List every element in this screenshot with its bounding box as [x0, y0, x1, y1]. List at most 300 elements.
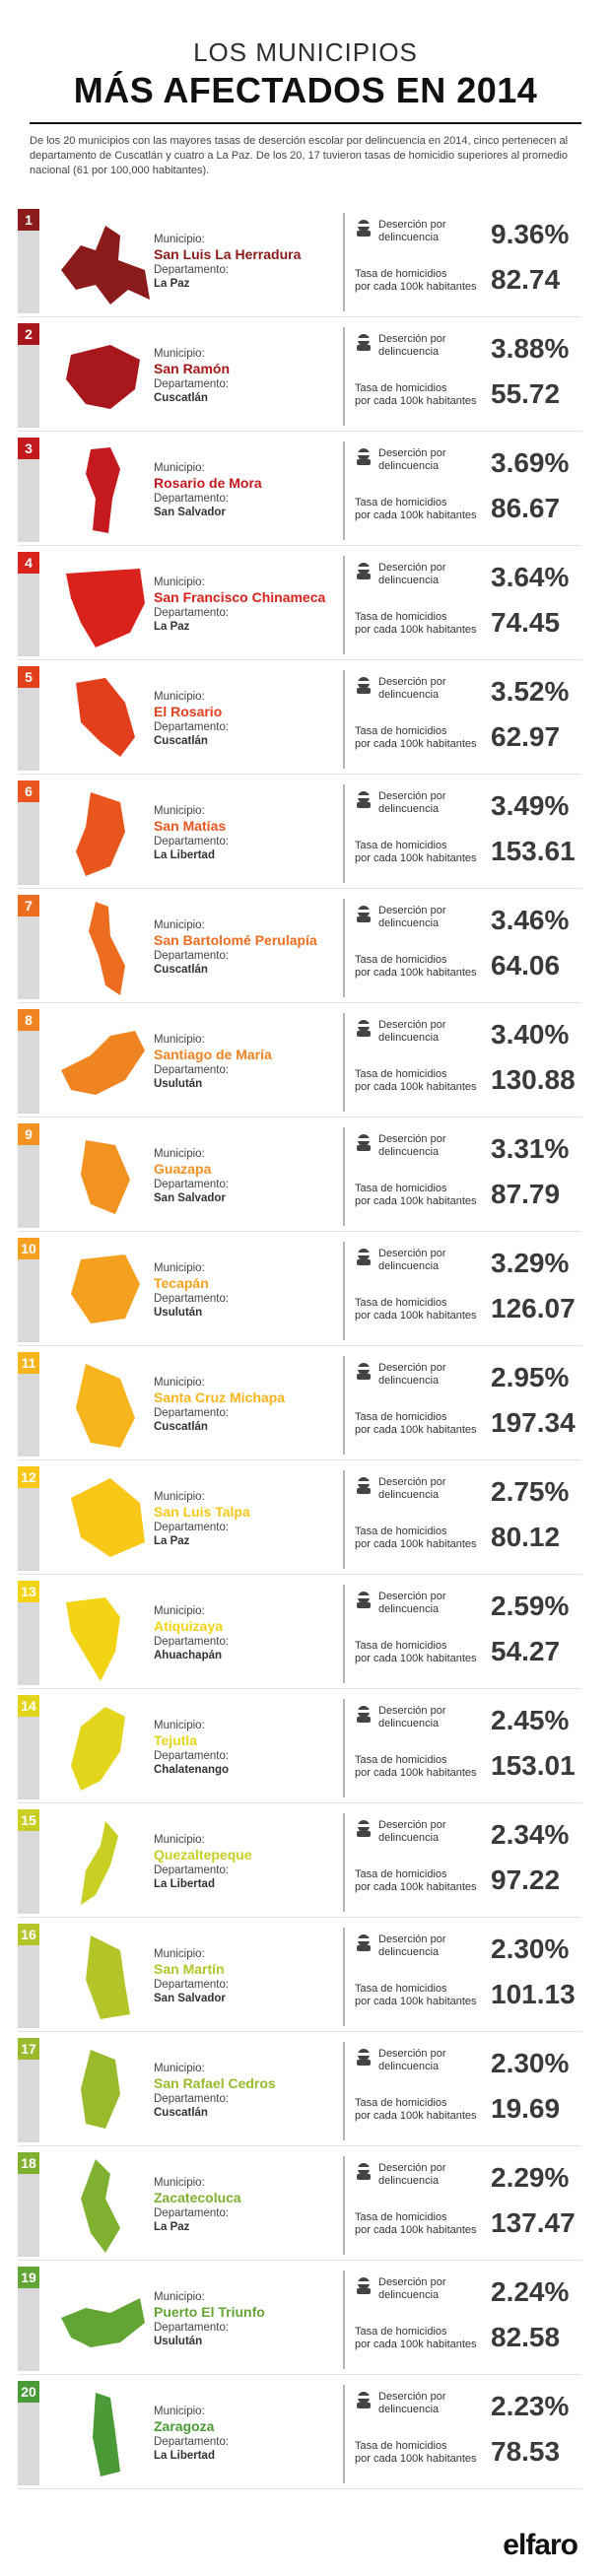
- intro-text: De los 20 municipios con las mayores tasas de deserción escolar por delincuencia en 2014, cinco pertenecen al departamento de Cuscatlán y cuatro a La Paz. De los 20, 17 tuvieron tasas de homicidio superiores al promedio nacional (61 por 100,000 habitantes).: [30, 135, 569, 176]
- rank-badge: 15: [18, 1809, 39, 1831]
- homicidio-label-line1: Tasa de homicidios: [355, 268, 447, 280]
- homicidio-label-line1: Tasa de homicidios: [355, 1983, 447, 1995]
- homicidio-label: [355, 268, 477, 294]
- homicidio-label-line1: Tasa de homicidios: [355, 1411, 447, 1423]
- thief-icon: [355, 1248, 373, 1265]
- departamento-name: Usulután: [154, 1307, 203, 1319]
- homicidio-label-line2: por cada 100k habitantes: [355, 1538, 477, 1550]
- homicidio-value: 78.53: [491, 2436, 561, 2467]
- municipality-map-icon: [51, 1926, 160, 2024]
- desercion-label: [378, 2276, 445, 2302]
- homicidio-label-line1: Tasa de homicidios: [355, 611, 447, 623]
- municipio-label: Municipio:: [154, 348, 205, 360]
- municipio-label: Municipio:: [154, 1262, 205, 1274]
- row-separator: [18, 316, 581, 317]
- municipality-row: [18, 1462, 581, 1575]
- column-divider: [343, 1242, 345, 1340]
- homicidio-value: 130.88: [491, 1064, 576, 1095]
- column-divider: [343, 1585, 345, 1683]
- desercion-value: 2.24%: [491, 2276, 570, 2307]
- column-divider: [343, 1699, 345, 1797]
- municipality-row: [18, 1577, 581, 1689]
- column-divider: [343, 2156, 345, 2255]
- homicidio-label: [355, 1754, 477, 1780]
- departamento-label: Departamento:: [154, 836, 230, 847]
- desercion-label: [378, 1362, 445, 1388]
- municipio-name: San Francisco Chinameca: [154, 589, 326, 605]
- homicidio-value: 87.79: [491, 1179, 561, 1209]
- desercion-label-line1: Deserción por: [378, 219, 446, 231]
- desercion-label-line2: delincuencia: [378, 1603, 440, 1615]
- desercion-value: 2.30%: [491, 2048, 570, 2078]
- departamento-name: La Libertad: [154, 1878, 215, 1890]
- municipio-name: Santa Cruz Michapa: [154, 1390, 286, 1405]
- municipio-label: Municipio:: [154, 1605, 205, 1617]
- municipality-map-icon: [51, 1125, 160, 1224]
- departamento-label: Departamento:: [154, 493, 230, 505]
- desercion-value: 3.88%: [491, 333, 570, 364]
- departamento-label: Departamento:: [154, 1064, 230, 1076]
- municipality-row: [18, 1005, 581, 1118]
- departamento-label: Departamento:: [154, 1293, 230, 1305]
- column-divider: [343, 784, 345, 883]
- homicidio-label-line1: Tasa de homicidios: [355, 1754, 447, 1766]
- desercion-value: 9.36%: [491, 219, 570, 249]
- homicidio-label: [355, 1525, 477, 1551]
- departamento-label: Departamento:: [154, 1864, 230, 1876]
- municipality-map-icon: [51, 325, 160, 424]
- rank-badge: 13: [18, 1581, 39, 1602]
- column-divider: [343, 1356, 345, 1455]
- municipio-name: San Martín: [154, 1961, 225, 1977]
- municipio-label: Municipio:: [154, 234, 205, 245]
- homicidio-label: [355, 1640, 477, 1665]
- homicidio-label: [355, 1983, 477, 2008]
- municipality-info: [154, 1033, 341, 1091]
- thief-icon: [355, 1019, 373, 1037]
- municipality-map-icon: [51, 1468, 160, 1567]
- homicidio-value: 74.45: [491, 607, 561, 638]
- homicidio-label-line2: por cada 100k habitantes: [355, 509, 477, 521]
- homicidio-label-line2: por cada 100k habitantes: [355, 2339, 477, 2350]
- municipality-map-icon: [51, 211, 160, 309]
- rank-badge: 1: [18, 209, 39, 231]
- desercion-label: [378, 905, 445, 930]
- column-divider: [343, 1813, 345, 1912]
- departamento-label: Departamento:: [154, 1750, 230, 1762]
- desercion-label: [378, 1933, 445, 1959]
- municipality-info: [154, 1261, 341, 1320]
- departamento-label: Departamento:: [154, 1636, 230, 1648]
- homicidio-value: 153.61: [491, 836, 576, 866]
- homicidio-label: [355, 1068, 477, 1094]
- row-separator: [18, 2374, 581, 2375]
- municipality-row: [18, 2263, 581, 2375]
- homicidio-label: [355, 382, 477, 408]
- desercion-label-line2: delincuencia: [378, 1946, 440, 1958]
- departamento-label: Departamento:: [154, 607, 230, 619]
- desercion-label: [378, 790, 445, 816]
- municipio-label: Municipio:: [154, 919, 205, 931]
- municipio-name: San Luis La Herradura: [154, 246, 302, 262]
- homicidio-value: 97.22: [491, 1864, 561, 1895]
- municipality-row: [18, 1920, 581, 2032]
- departamento-name: La Paz: [154, 1535, 190, 1547]
- municipio-name: San Luis Talpa: [154, 1504, 250, 1520]
- homicidio-value: 82.58: [491, 2322, 561, 2352]
- desercion-label: [378, 2391, 445, 2416]
- rank-badge: 3: [18, 438, 39, 459]
- column-divider: [343, 327, 345, 426]
- municipio-label: Municipio:: [154, 2291, 205, 2303]
- homicidio-label-line1: Tasa de homicidios: [355, 382, 447, 394]
- homicidio-label-line2: por cada 100k habitantes: [355, 967, 477, 979]
- municipio-label: Municipio:: [154, 2406, 205, 2417]
- municipality-map-icon: [51, 1697, 160, 1796]
- municipio-name: Guazapa: [154, 1161, 212, 1177]
- homicidio-value: 64.06: [491, 950, 561, 981]
- homicidio-value: 137.47: [491, 2207, 576, 2238]
- row-separator: [18, 1345, 581, 1346]
- rank-badge: 10: [18, 1238, 39, 1259]
- desercion-value: 3.52%: [491, 676, 570, 707]
- homicidio-label-line2: por cada 100k habitantes: [355, 1424, 477, 1436]
- rank-badge: 18: [18, 2152, 39, 2174]
- homicidio-label-line1: Tasa de homicidios: [355, 954, 447, 966]
- municipality-info: [154, 576, 341, 634]
- desercion-label-line1: Deserción por: [378, 1819, 446, 1831]
- row-separator: [18, 1002, 581, 1003]
- rank-badge: 20: [18, 2381, 39, 2403]
- rank-badge: 6: [18, 780, 39, 802]
- municipality-map-icon: [51, 782, 160, 881]
- municipality-map-icon: [51, 2383, 160, 2481]
- rank-badge: 7: [18, 895, 39, 916]
- departamento-name: La Libertad: [154, 849, 215, 861]
- homicidio-label-line2: por cada 100k habitantes: [355, 1653, 477, 1664]
- column-divider: [343, 1127, 345, 1226]
- homicidio-label-line2: por cada 100k habitantes: [355, 395, 477, 407]
- departamento-name: San Salvador: [154, 507, 226, 518]
- homicidio-label: [355, 1411, 477, 1437]
- municipio-name: Quezaltepeque: [154, 1847, 252, 1863]
- municipality-map-icon: [51, 668, 160, 767]
- homicidio-label-line1: Tasa de homicidios: [355, 2440, 447, 2452]
- desercion-label: [378, 219, 445, 244]
- homicidio-value: 101.13: [491, 1979, 576, 2009]
- desercion-label: [378, 1705, 445, 1730]
- title-divider: [30, 122, 581, 124]
- row-separator: [18, 431, 581, 432]
- desercion-label: [378, 1819, 445, 1845]
- row-separator: [18, 2260, 581, 2261]
- row-separator: [18, 545, 581, 546]
- homicidio-label-line1: Tasa de homicidios: [355, 1068, 447, 1080]
- thief-icon: [355, 1362, 373, 1380]
- homicidio-value: 153.01: [491, 1750, 576, 1781]
- row-separator: [18, 774, 581, 775]
- desercion-value: 2.75%: [491, 1476, 570, 1507]
- desercion-label-line1: Deserción por: [378, 905, 446, 916]
- municipio-label: Municipio:: [154, 1491, 205, 1503]
- municipality-row: [18, 205, 581, 317]
- municipality-row: [18, 2377, 581, 2489]
- municipality-info: [154, 2290, 341, 2348]
- homicidio-label-line2: por cada 100k habitantes: [355, 2453, 477, 2465]
- desercion-label-line1: Deserción por: [378, 562, 446, 574]
- municipality-info: [154, 1490, 341, 1548]
- column-divider: [343, 2271, 345, 2369]
- municipality-info: [154, 1833, 341, 1891]
- municipality-info: [154, 1376, 341, 1434]
- title-line-2: MÁS AFECTADOS EN 2014: [73, 70, 538, 110]
- desercion-label-line1: Deserción por: [378, 333, 446, 345]
- desercion-value: 3.31%: [491, 1133, 570, 1164]
- rank-badge: 8: [18, 1009, 39, 1031]
- rank-badge: 16: [18, 1924, 39, 1945]
- row-separator: [18, 888, 581, 889]
- municipio-name: San Matías: [154, 818, 227, 834]
- homicidio-value: 62.97: [491, 721, 561, 752]
- municipality-info: [154, 690, 341, 748]
- desercion-label-line2: delincuencia: [378, 2404, 440, 2415]
- desercion-label: [378, 562, 445, 587]
- row-separator: [18, 1574, 581, 1575]
- thief-icon: [355, 1933, 373, 1951]
- municipality-row: [18, 2034, 581, 2146]
- municipio-name: Zacatecoluca: [154, 2190, 241, 2205]
- homicidio-label-line1: Tasa de homicidios: [355, 840, 447, 851]
- homicidio-value: 54.27: [491, 1636, 561, 1666]
- desercion-label-line1: Deserción por: [378, 676, 446, 688]
- desercion-label-line1: Deserción por: [378, 1476, 446, 1488]
- column-divider: [343, 899, 345, 997]
- municipality-row: [18, 548, 581, 660]
- departamento-label: Departamento:: [154, 1407, 230, 1419]
- municipio-name: San Rafael Cedros: [154, 2075, 276, 2091]
- homicidio-value: 55.72: [491, 378, 561, 409]
- desercion-label: [378, 333, 445, 359]
- homicidio-label-line2: por cada 100k habitantes: [355, 2224, 477, 2236]
- desercion-label: [378, 1591, 445, 1616]
- desercion-label: [378, 1019, 445, 1045]
- desercion-label: [378, 1476, 445, 1502]
- thief-icon: [355, 2162, 373, 2180]
- homicidio-label-line2: por cada 100k habitantes: [355, 1195, 477, 1207]
- homicidio-label-line1: Tasa de homicidios: [355, 1868, 447, 1880]
- municipality-info: [154, 461, 341, 519]
- municipality-info: [154, 1604, 341, 1662]
- homicidio-label: [355, 2326, 477, 2351]
- desercion-value: 2.95%: [491, 1362, 570, 1392]
- desercion-label-line1: Deserción por: [378, 2162, 446, 2174]
- municipio-label: Municipio:: [154, 1148, 205, 1160]
- row-separator: [18, 1917, 581, 1918]
- municipio-name: San Ramón: [154, 361, 231, 376]
- desercion-label: [378, 2162, 445, 2188]
- homicidio-label: [355, 497, 477, 522]
- municipio-label: Municipio:: [154, 462, 205, 474]
- municipality-row: [18, 434, 581, 546]
- desercion-label-line2: delincuencia: [378, 689, 440, 701]
- homicidio-label: [355, 611, 477, 637]
- municipality-map-icon: [51, 2269, 160, 2367]
- municipality-info: [154, 1147, 341, 1205]
- municipio-label: Municipio:: [154, 1377, 205, 1389]
- municipality-map-icon: [51, 2154, 160, 2253]
- desercion-value: 2.23%: [491, 2391, 570, 2421]
- departamento-label: Departamento:: [154, 721, 230, 733]
- municipio-name: Puerto El Triunfo: [154, 2304, 265, 2320]
- column-divider: [343, 1470, 345, 1569]
- thief-icon: [355, 676, 373, 694]
- rank-badge: 12: [18, 1466, 39, 1488]
- desercion-label-line2: delincuencia: [378, 803, 440, 815]
- row-separator: [18, 2145, 581, 2146]
- municipality-info: [154, 2062, 341, 2120]
- departamento-label: Departamento:: [154, 1522, 230, 1533]
- homicidio-label-line2: por cada 100k habitantes: [355, 624, 477, 636]
- homicidio-label-line1: Tasa de homicidios: [355, 2097, 447, 2109]
- homicidio-label: [355, 954, 477, 980]
- municipality-map-icon: [51, 1240, 160, 1338]
- column-divider: [343, 670, 345, 769]
- thief-icon: [355, 2048, 373, 2066]
- homicidio-label-line2: por cada 100k habitantes: [355, 1310, 477, 1322]
- desercion-label-line1: Deserción por: [378, 447, 446, 459]
- thief-icon: [355, 562, 373, 579]
- municipality-row: [18, 662, 581, 775]
- desercion-label-line1: Deserción por: [378, 2276, 446, 2288]
- elfaro-logo[interactable]: elfaro: [503, 2529, 577, 2561]
- municipality-row: [18, 1234, 581, 1346]
- homicidio-label-line1: Tasa de homicidios: [355, 725, 447, 737]
- departamento-name: La Paz: [154, 2221, 190, 2233]
- homicidio-label-line2: por cada 100k habitantes: [355, 1996, 477, 2007]
- homicidio-value: 82.74: [491, 264, 561, 295]
- desercion-label-line2: delincuencia: [378, 1489, 440, 1501]
- departamento-name: Ahuachapán: [154, 1650, 223, 1661]
- departamento-name: San Salvador: [154, 1192, 226, 1204]
- departamento-name: Cuscatlán: [154, 2107, 208, 2119]
- desercion-label-line2: delincuencia: [378, 1260, 440, 1272]
- municipality-row: [18, 891, 581, 1003]
- desercion-label-line2: delincuencia: [378, 2061, 440, 2072]
- desercion-label-line2: delincuencia: [378, 1718, 440, 1729]
- title-line-1: LOS MUNICIPIOS: [193, 37, 418, 67]
- row-separator: [18, 1231, 581, 1232]
- municipio-label: Municipio:: [154, 1834, 205, 1846]
- desercion-label-line1: Deserción por: [378, 2391, 446, 2403]
- municipality-map-icon: [51, 1354, 160, 1453]
- homicidio-label-line2: por cada 100k habitantes: [355, 281, 477, 293]
- municipio-name: El Rosario: [154, 704, 223, 719]
- thief-icon: [355, 1476, 373, 1494]
- desercion-label-line1: Deserción por: [378, 1933, 446, 1945]
- rank-badge: 19: [18, 2267, 39, 2288]
- column-divider: [343, 2385, 345, 2483]
- departamento-label: Departamento:: [154, 264, 230, 276]
- thief-icon: [355, 2391, 373, 2408]
- municipio-name: San Bartolomé Perulapía: [154, 932, 317, 948]
- desercion-label-line1: Deserción por: [378, 1248, 446, 1259]
- municipio-label: Municipio:: [154, 691, 205, 703]
- municipio-label: Municipio:: [154, 1720, 205, 1731]
- municipio-name: Zaragoza: [154, 2418, 215, 2434]
- desercion-label-line2: delincuencia: [378, 460, 440, 472]
- desercion-label: [378, 2048, 445, 2073]
- homicidio-label-line2: por cada 100k habitantes: [355, 2110, 477, 2122]
- homicidio-label-line1: Tasa de homicidios: [355, 1183, 447, 1194]
- departamento-label: Departamento:: [154, 1979, 230, 1991]
- desercion-label: [378, 447, 445, 473]
- column-divider: [343, 441, 345, 540]
- rank-badge: 2: [18, 323, 39, 345]
- row-separator: [18, 2488, 581, 2489]
- desercion-value: 3.29%: [491, 1248, 570, 1278]
- departamento-name: Chalatenango: [154, 1764, 230, 1776]
- departamento-name: Cuscatlán: [154, 735, 208, 747]
- municipio-label: Municipio:: [154, 1948, 205, 1960]
- desercion-value: 3.64%: [491, 562, 570, 592]
- homicidio-label: [355, 2211, 477, 2237]
- desercion-label-line2: delincuencia: [378, 346, 440, 358]
- municipio-label: Municipio:: [154, 576, 205, 588]
- homicidio-value: 126.07: [491, 1293, 576, 1323]
- row-separator: [18, 1117, 581, 1118]
- desercion-label-line2: delincuencia: [378, 1146, 440, 1158]
- thief-icon: [355, 447, 373, 465]
- homicidio-label-line1: Tasa de homicidios: [355, 1297, 447, 1309]
- municipality-map-icon: [51, 440, 160, 538]
- desercion-label-line2: delincuencia: [378, 232, 440, 243]
- column-divider: [343, 213, 345, 311]
- desercion-value: 3.40%: [491, 1019, 570, 1050]
- homicidio-value: 80.12: [491, 1522, 561, 1552]
- desercion-label-line2: delincuencia: [378, 1032, 440, 1044]
- desercion-label-line2: delincuencia: [378, 2175, 440, 2187]
- departamento-name: Usulután: [154, 1078, 203, 1090]
- municipio-label: Municipio:: [154, 2177, 205, 2189]
- homicidio-label-line2: por cada 100k habitantes: [355, 852, 477, 864]
- municipality-map-icon: [51, 1811, 160, 1910]
- municipality-info: [154, 2176, 341, 2234]
- homicidio-label-line2: por cada 100k habitantes: [355, 1767, 477, 1779]
- desercion-label-line1: Deserción por: [378, 790, 446, 802]
- municipality-row: [18, 1348, 581, 1460]
- departamento-name: La Libertad: [154, 2450, 215, 2462]
- rank-badge: 17: [18, 2038, 39, 2060]
- desercion-label: [378, 1248, 445, 1273]
- homicidio-label-line2: por cada 100k habitantes: [355, 738, 477, 750]
- municipality-map-icon: [51, 897, 160, 995]
- departamento-name: Usulután: [154, 2336, 203, 2347]
- municipio-name: Rosario de Mora: [154, 475, 262, 491]
- desercion-label-line1: Deserción por: [378, 1362, 446, 1374]
- homicidio-label-line1: Tasa de homicidios: [355, 1525, 447, 1537]
- municipality-row: [18, 1119, 581, 1232]
- municipality-info: [154, 347, 341, 405]
- column-divider: [343, 2042, 345, 2140]
- desercion-label-line2: delincuencia: [378, 575, 440, 586]
- thief-icon: [355, 219, 373, 237]
- departamento-name: Cuscatlán: [154, 1421, 208, 1433]
- rank-badge: 4: [18, 552, 39, 574]
- homicidio-value: 19.69: [491, 2093, 561, 2124]
- column-divider: [343, 1928, 345, 2026]
- desercion-label-line1: Deserción por: [378, 1019, 446, 1031]
- row-separator: [18, 1459, 581, 1460]
